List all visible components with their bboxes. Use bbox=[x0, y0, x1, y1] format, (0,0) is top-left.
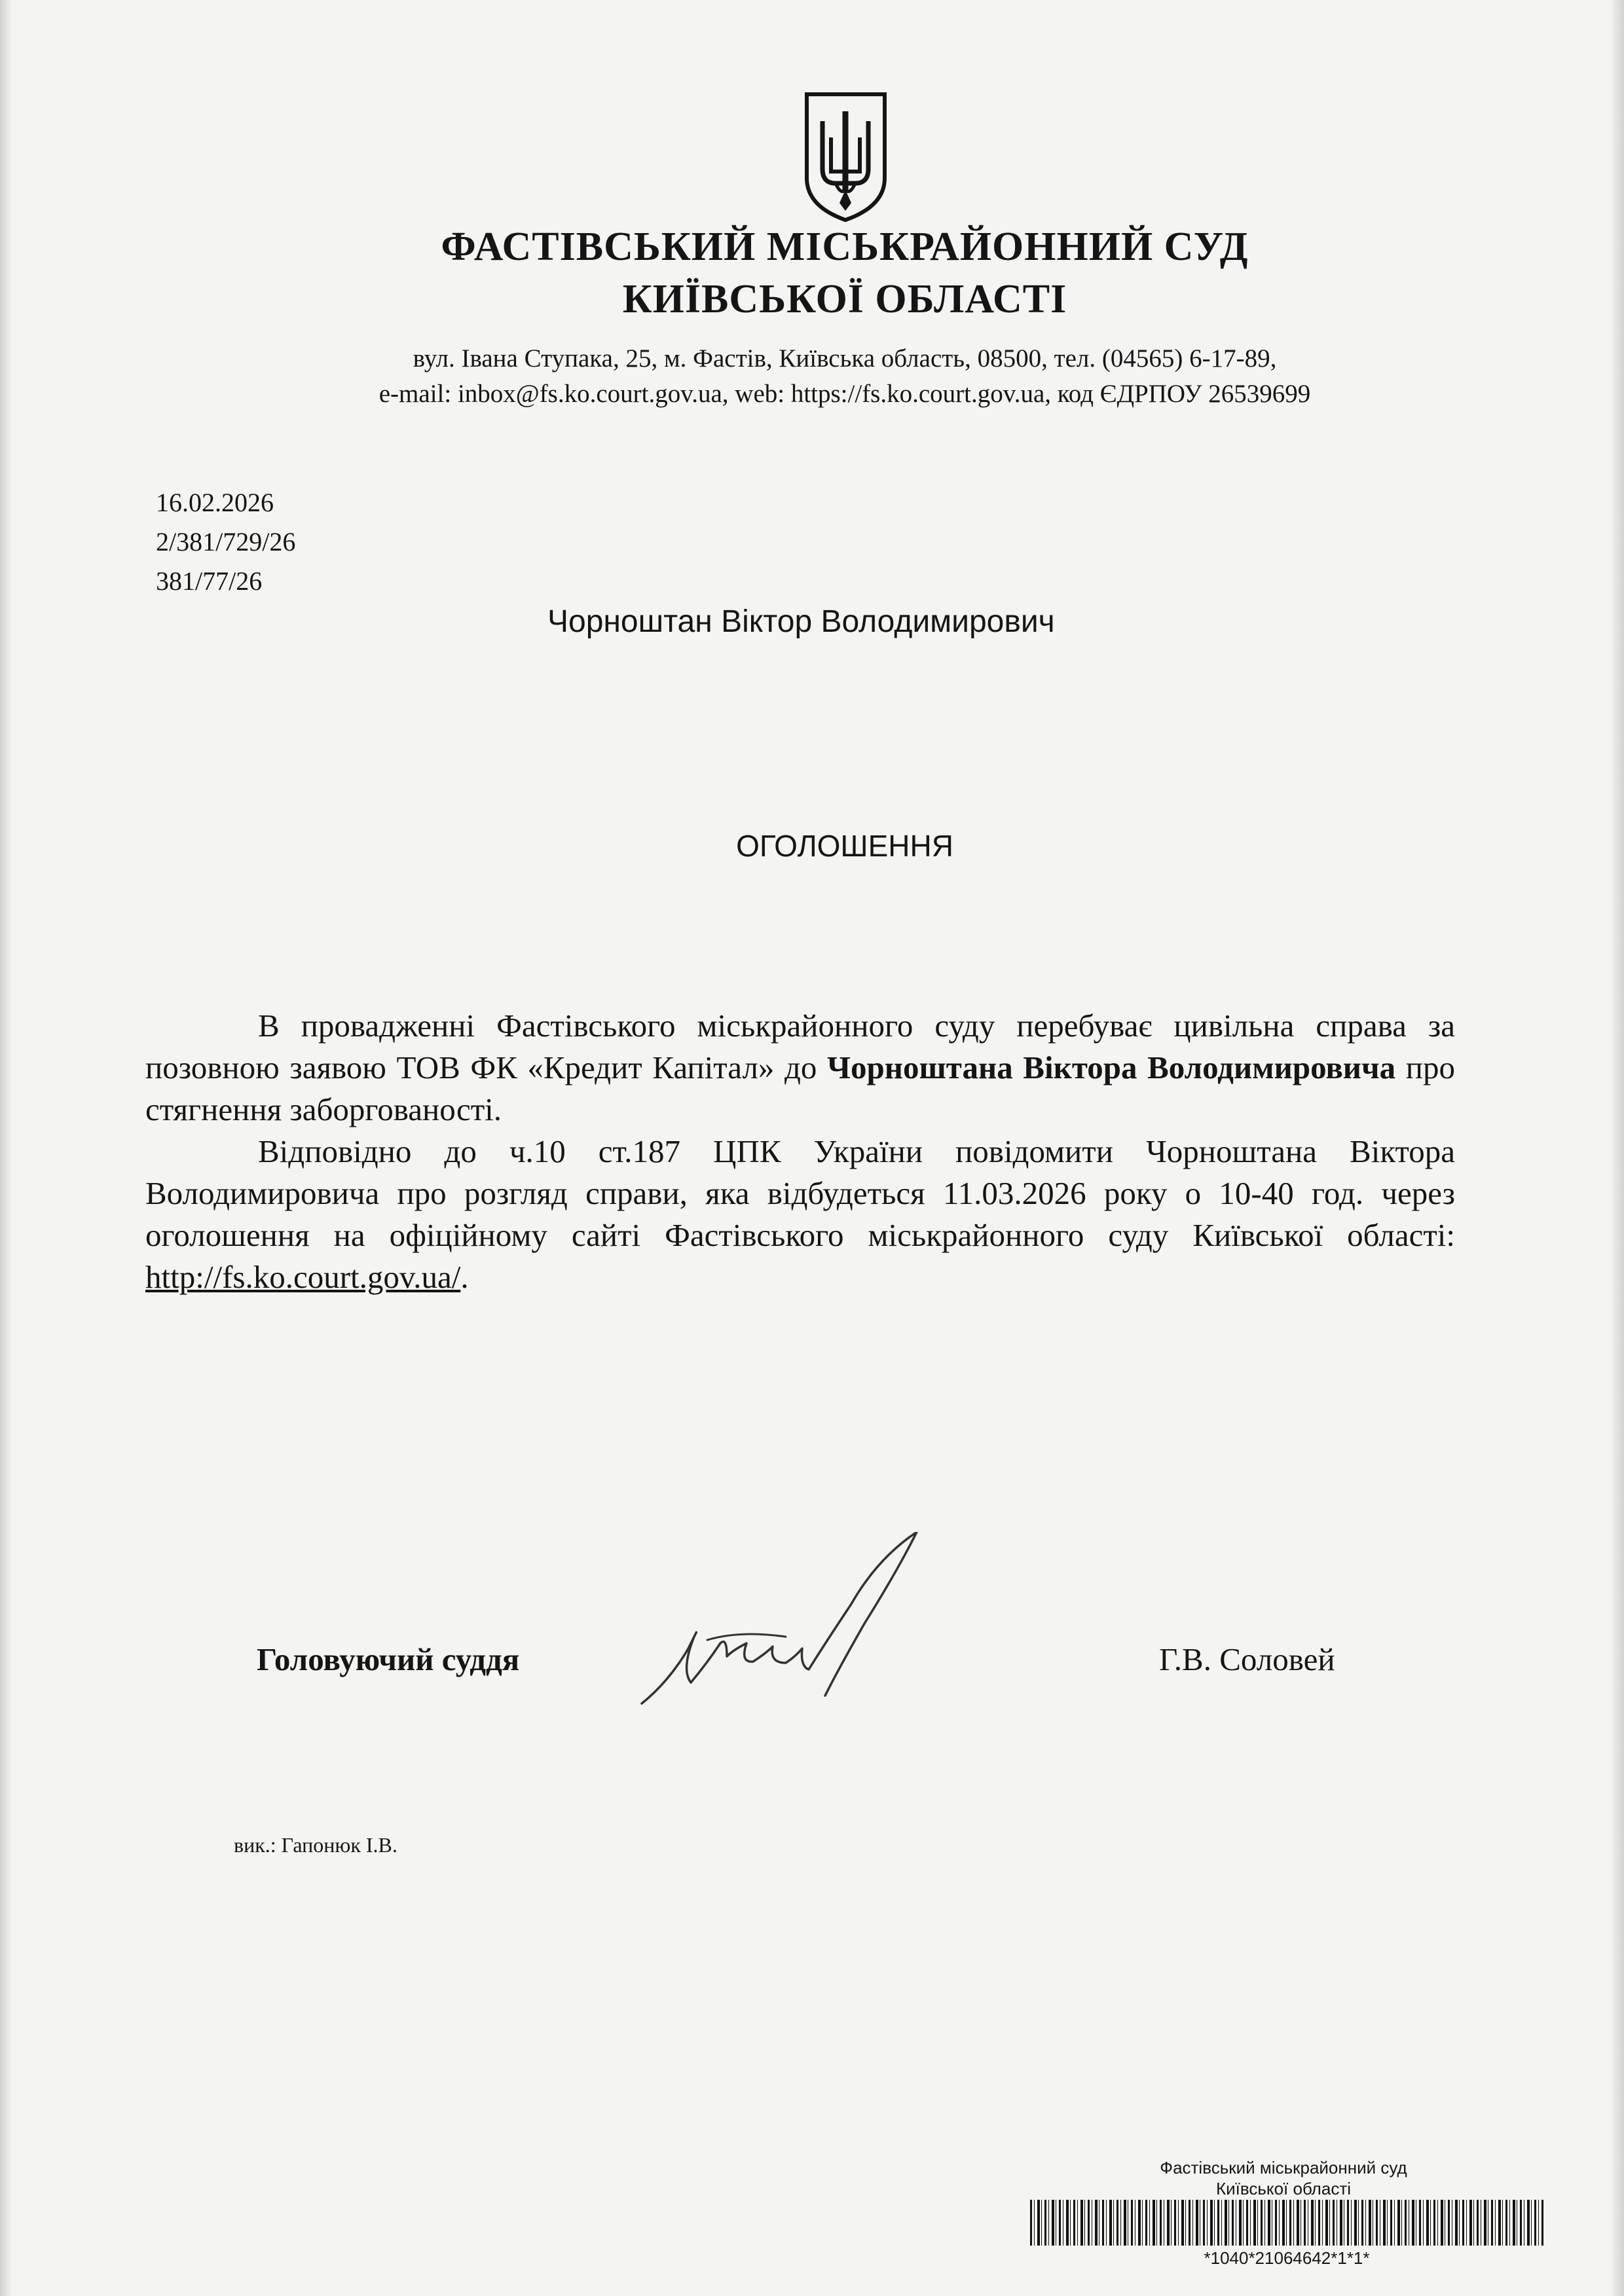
signatory-name: Г.В. Соловей bbox=[1159, 1641, 1335, 1677]
trident-emblem-icon bbox=[802, 92, 890, 223]
document-date: 16.02.2026 bbox=[156, 488, 274, 517]
barcode-icon bbox=[1030, 2200, 1543, 2246]
announcement-body bbox=[145, 1005, 1455, 1298]
document-references bbox=[156, 483, 295, 601]
proceeding-number: 381/77/26 bbox=[156, 566, 263, 596]
court-website-link[interactable]: http://fs.ko.court.gov.ua/ bbox=[145, 1259, 461, 1295]
stamp-org-line2: Київської області bbox=[1215, 2179, 1352, 2198]
court-contacts: e-mail: inbox@fs.ko.court.gov.ua, web: https://fs.ko.court.gov.ua, код ЄДРПОУ 26539699 bbox=[378, 380, 1311, 408]
document-heading: ОГОЛОШЕННЯ bbox=[736, 829, 953, 863]
court-name-line2: КИЇВСЬКОЇ ОБЛАСТІ bbox=[622, 277, 1067, 321]
handwritten-signature-icon bbox=[629, 1532, 943, 1722]
paragraph-case: В провадженні Фастівського міськрайонного суду перебуває цивільна справа за позовною заявою ТОВ ФК «Кредит Капітал» до Чорноштана Віктора Володимировича про стягнення заборгованості. bbox=[145, 1008, 1455, 1127]
stamp-org-line1: Фастівський міськрайонний суд bbox=[1160, 2158, 1407, 2178]
barcode-number: *1040*21064642*1*1* bbox=[1204, 2248, 1370, 2268]
addressee: Чорноштан Віктор Володимирович bbox=[547, 604, 1055, 639]
case-number: 2/381/729/26 bbox=[156, 527, 296, 556]
paragraph-notice: Відповідно до ч.10 ст.187 ЦПК України повідомити Чорноштана Віктора Володимировича про розгляд справи, яка відбудеться 11.03.2026 року о 10-40 год. через оголошення на офіційному сайті Фастівського міськрайонного суду Київської області: http://fs.ko.court.gov.ua/. bbox=[145, 1133, 1455, 1295]
signatory-role: Головуючий суддя bbox=[257, 1641, 520, 1677]
court-address: вул. Івана Ступака, 25, м. Фастів, Київська область, 08500, тел. (04565) 6-17-89, bbox=[413, 344, 1277, 373]
court-name-line1: ФАСТІВСЬКИЙ МІСЬКРАЙОННИЙ СУД bbox=[441, 225, 1249, 269]
executor-note: вик.: Гапонюк І.В. bbox=[234, 1833, 397, 1857]
